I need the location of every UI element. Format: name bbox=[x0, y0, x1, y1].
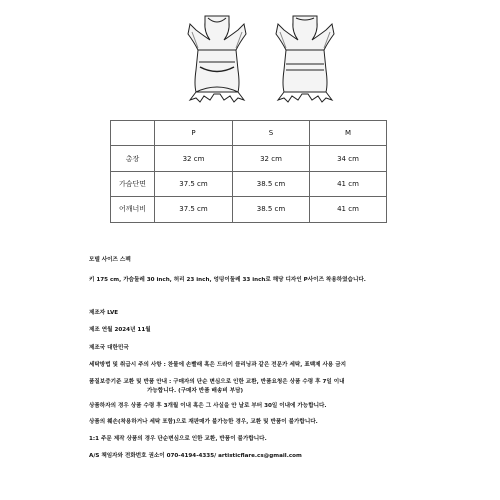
row-label-shoulder-width: 어깨너비 bbox=[111, 197, 155, 222]
warranty-line-2: 가능합니다. (구매자 반품 배송비 부담) bbox=[147, 388, 244, 394]
care-line: 세탁방법 및 취급시 주의 사항 : 찬물에 손빨래 혹은 드라이 클리닝과 같은 전문가 세탁, 표백제 사용 금지 bbox=[89, 362, 347, 368]
garment-back-sketch-icon bbox=[260, 12, 350, 107]
table-cell: 41 cm bbox=[310, 197, 387, 222]
table-cell: 34 cm bbox=[310, 146, 387, 171]
table-cell: 32 cm bbox=[233, 146, 310, 171]
table-cell: 41 cm bbox=[310, 171, 387, 196]
country-line: 제조국 대한민국 bbox=[89, 345, 129, 351]
row-label-total-length: 총장 bbox=[111, 146, 155, 171]
row-label-chest-width: 가슴단면 bbox=[111, 171, 155, 196]
table-cell: 37.5 cm bbox=[155, 171, 233, 196]
garment-front-sketch-icon bbox=[172, 12, 262, 107]
size-table-corner bbox=[111, 121, 155, 146]
damage-line: 상품의 훼손(착용하거나 세탁 포함)으로 재판매가 불가능한 경우, 교환 및 반품이 불가합니다. bbox=[89, 419, 318, 425]
size-header-m: M bbox=[310, 121, 387, 146]
table-cell: 37.5 cm bbox=[155, 197, 233, 222]
size-table bbox=[110, 120, 387, 223]
model-spec-text: 키 175 cm, 가슴둘레 30 inch, 허리 23 inch, 엉덩이둘레 33 inch로 해당 디자인 P사이즈 착용하였습니다. bbox=[89, 277, 366, 283]
table-cell: 38.5 cm bbox=[233, 197, 310, 222]
defect-line: 상품하자의 경우 상품 수령 후 3개월 이내 혹은 그 사실을 안 날로 부터 30일 이내에 가능합니다. bbox=[89, 403, 327, 409]
manufacture-date-line: 제조 연월 2024년 11월 bbox=[89, 327, 151, 333]
table-row bbox=[111, 171, 387, 196]
custom-order-line: 1:1 주문 제작 상품의 경우 단순변심으로 인한 교환, 반품이 불가합니다. bbox=[89, 436, 267, 442]
table-cell: 32 cm bbox=[155, 146, 233, 171]
table-row bbox=[111, 197, 387, 222]
table-row bbox=[111, 146, 387, 171]
model-spec-title: 모델 사이즈 스펙 bbox=[89, 257, 131, 263]
size-table-header-row bbox=[111, 121, 387, 146]
warranty-line-1: 품질보증기준 교환 및 반품 안내 : 구매자의 단순 변심으로 인한 교환, 반품요청은 상품 수령 후 7일 이내 bbox=[89, 379, 345, 385]
maker-line: 제조자 LVE bbox=[89, 310, 119, 316]
size-header-p: P bbox=[155, 121, 233, 146]
table-cell: 38.5 cm bbox=[233, 171, 310, 196]
size-header-s: S bbox=[233, 121, 310, 146]
as-contact-line: A/S 책임자와 전화번호 권소이 070-4194-4335/ artisticflare.cs@gmail.com bbox=[89, 453, 302, 459]
